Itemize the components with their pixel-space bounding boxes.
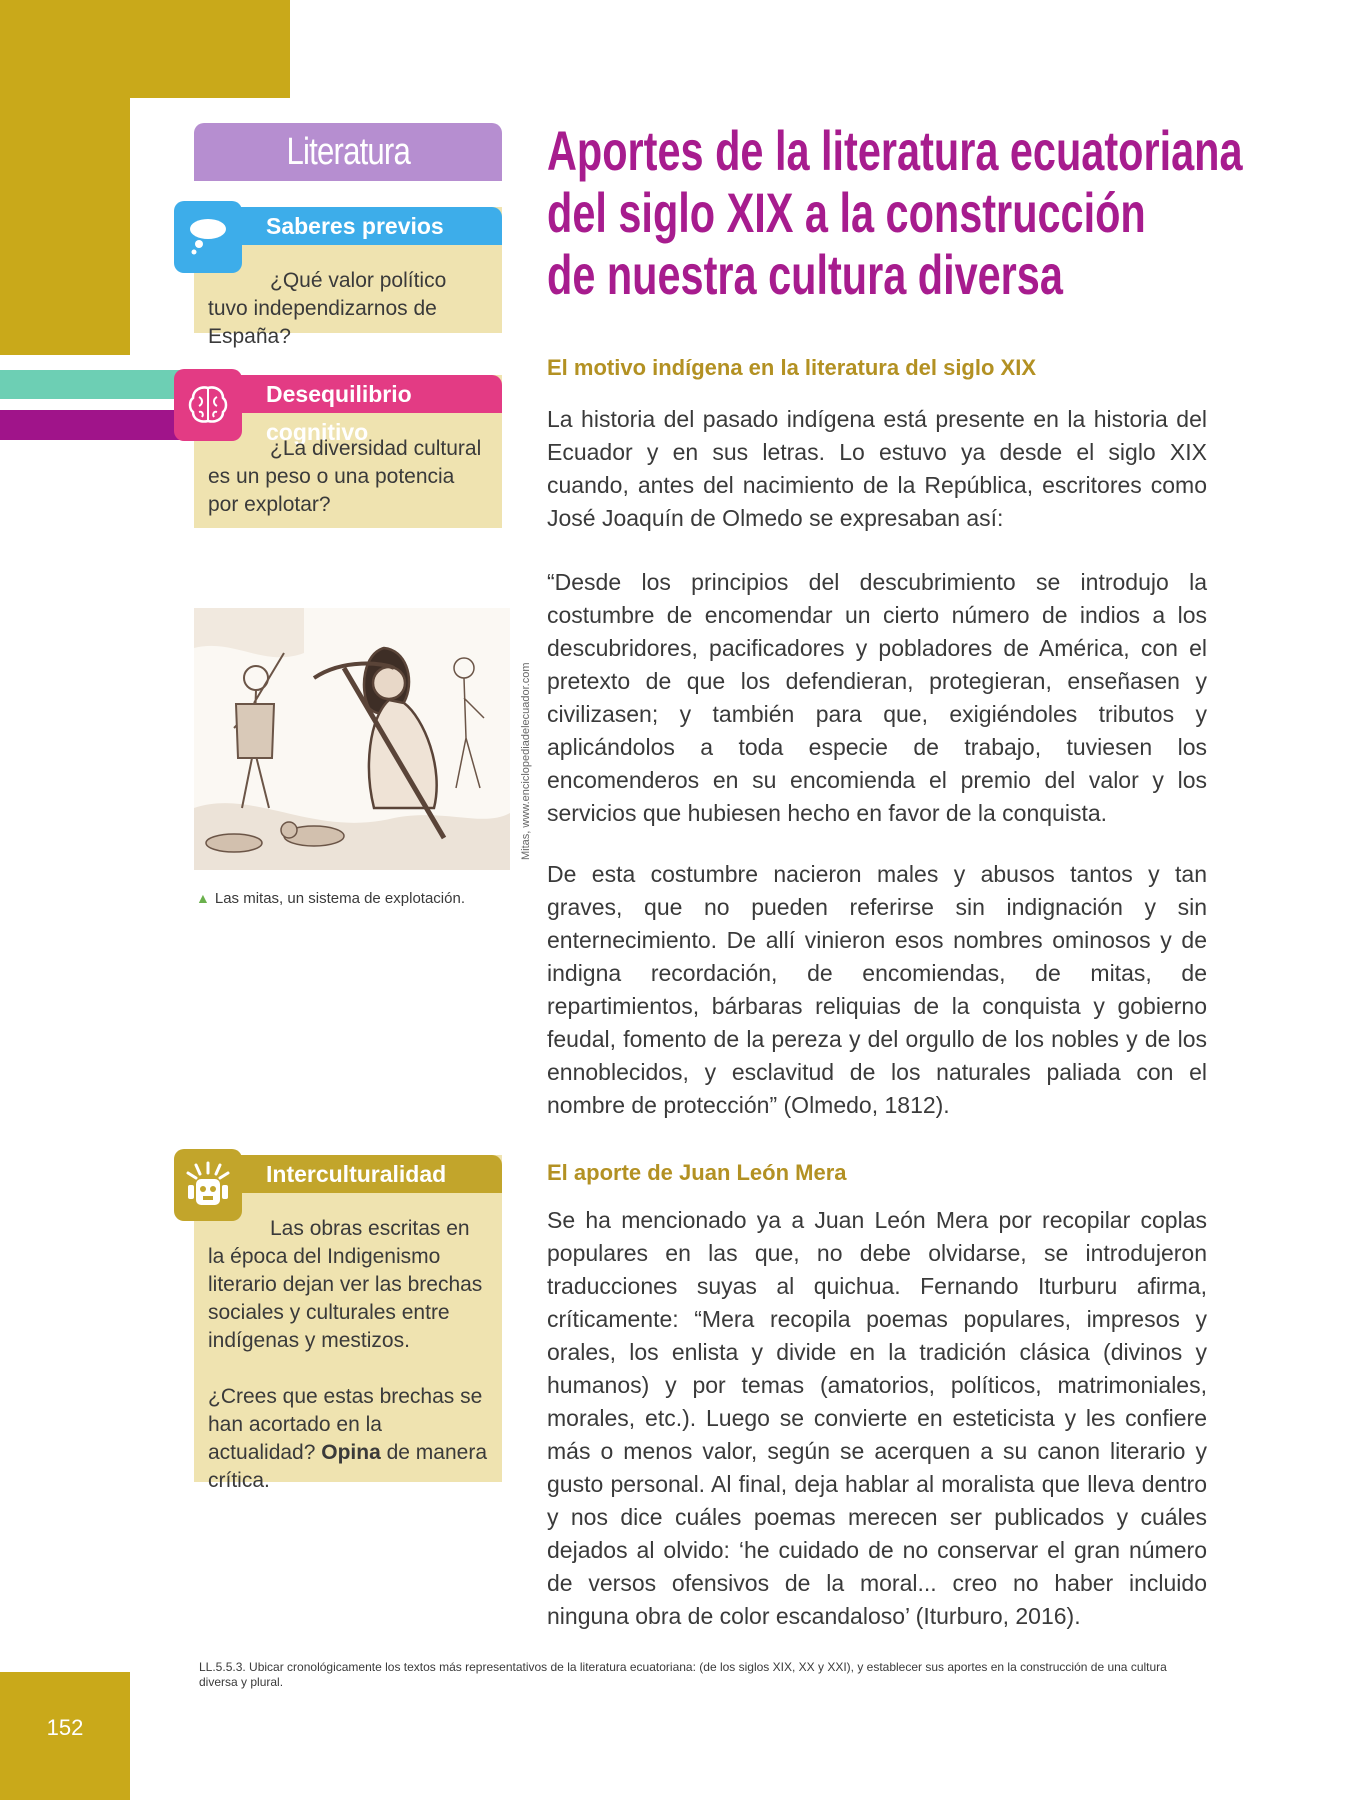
interculturalidad-box — [194, 1155, 502, 1492]
saberes-previos-question: ¿Qué valor político tuvo independizarnos de España? — [208, 269, 447, 348]
desequilibrio-cognitivo-question: ¿La diversidad cultural es un peso o una potencia por explotar? — [208, 437, 482, 516]
paragraph-intro: La historia del pasado indígena está presente en la historia del Ecuador y en sus letras. Lo estuvo ya desde el siglo XIX cuando, antes del nacimiento de la República, escritores como José Joaquín de Olmedo se expresaban así: — [547, 406, 1207, 531]
curriculum-footnote: LL.5.5.3. Ubicar cronológicamente los textos más representativos de la literatura ecuatoriana: (de los siglos XIX, XX y XXI), y establecer sus aportes en la construcción de una cultura diversa y plural. — [199, 1660, 1167, 1689]
paragraph-mera: Se ha mencionado ya a Juan León Mera por recopilar coplas populares en las que, no debe olvidarse, se introdujeron traducciones suyas al quichua. Fernando Iturburu afirma, críticamente: “Mera recopila poemas populares, impresos y orales, los enlista y divide en la tradición clásica (divinos y humanos) y por temas (amatorios, políticos, matrimoniales, morales, etc.). Luego se convierte en esteticista y les confiere más o menos valor, según se acerquen a su canon literario y gusto personal. Al final, deja hablar al moralista que lleva dentro y nos dice cuáles poemas merecen ser publicados y cuáles dejados al olvido: ‘he cuidado de no conservar el gran número de versos ofensivos de la moral... creo no haber incluido ninguna obra de color escandaloso’ (Iturburo, 2016). — [547, 1207, 1207, 1629]
decorative-stripe-teal — [0, 370, 180, 399]
paragraph-olmedo-quote-2: De esta costumbre nacieron males y abusos tantos y tan graves, que no pueden referirse sin indignación y sin enternecimiento. De allí vinieron esos nombres ominosos y de indigna recordación, de encomiendas, de mitas, de repartimientos, bárbaras reliquias de la conquista y gobierno feudal, fomento de la pereza y del orgullo de los nobles y de los ennoblecidos, y esclavitud de los naturales paliada con el nombre de protección” (Olmedo, 1812). — [547, 861, 1207, 1118]
brain-icon — [174, 369, 242, 441]
figure-credit: Mitas, www.enciclopediadelecuador.com — [520, 662, 532, 860]
title-line-1: Aportes de la literatura ecuatoriana — [547, 119, 1243, 182]
decorative-stripe-magenta — [0, 410, 180, 440]
interculturalidad-content — [208, 1215, 490, 1495]
figure-caption: ▲ Las mitas, un sistema de explotación. — [196, 890, 465, 907]
section-label: Literatura — [286, 131, 410, 173]
mitas-illustration — [194, 608, 510, 870]
interculturalidad-text: Las obras escritas en la época del Indigenismo literario dejan ver las brechas sociales y culturales entre indígenas y mestizos. — [208, 1217, 483, 1352]
desequilibrio-cognitivo-box — [194, 375, 502, 528]
page-title — [547, 119, 1243, 306]
thought-cloud-icon — [174, 201, 242, 273]
intercultural-mask-icon — [174, 1149, 242, 1221]
subheading-juan-leon-mera: El aporte de Juan León Mera — [547, 1160, 847, 1185]
paragraph-olmedo-quote-1: “Desde los principios del descubrimiento se introdujo la costumbre de encomendar un cierto número de indios a los descubridores, pacificadores y pobladores de América, con el pretexto de que los defendieran, protegieran, enseñasen y civilizasen; y también para que, exigiéndoles tributos y aplicándolos a toda especie de trabajo, tuviesen los encomenderos en su encomienda el premio del valor y los servicios que hubiesen hecho en favor de la conquista. — [547, 569, 1207, 826]
caption-triangle-icon: ▲ — [196, 890, 210, 906]
interculturalidad-question: ¿Crees que estas brechas se han acortado en la actualidad? Opina de manera crítica. — [208, 1385, 488, 1492]
saberes-previos-header: Saberes previos — [194, 207, 502, 245]
page-number: 152 — [46, 1715, 84, 1740]
interculturalidad-header: Interculturalidad — [194, 1155, 502, 1193]
opina-label: Opina — [321, 1441, 381, 1464]
desequilibrio-cognitivo-header: Desequilibrio cognitivo — [194, 375, 502, 413]
decorative-band-side — [0, 0, 130, 355]
subheading-motivo-indigena: El motivo indígena en la literatura del siglo XIX — [547, 355, 1036, 380]
section-tab — [194, 123, 502, 181]
saberes-previos-box — [194, 207, 502, 348]
title-line-3: de nuestra cultura diversa — [547, 243, 1063, 306]
title-line-2: del siglo XIX a la construcción — [547, 181, 1146, 244]
